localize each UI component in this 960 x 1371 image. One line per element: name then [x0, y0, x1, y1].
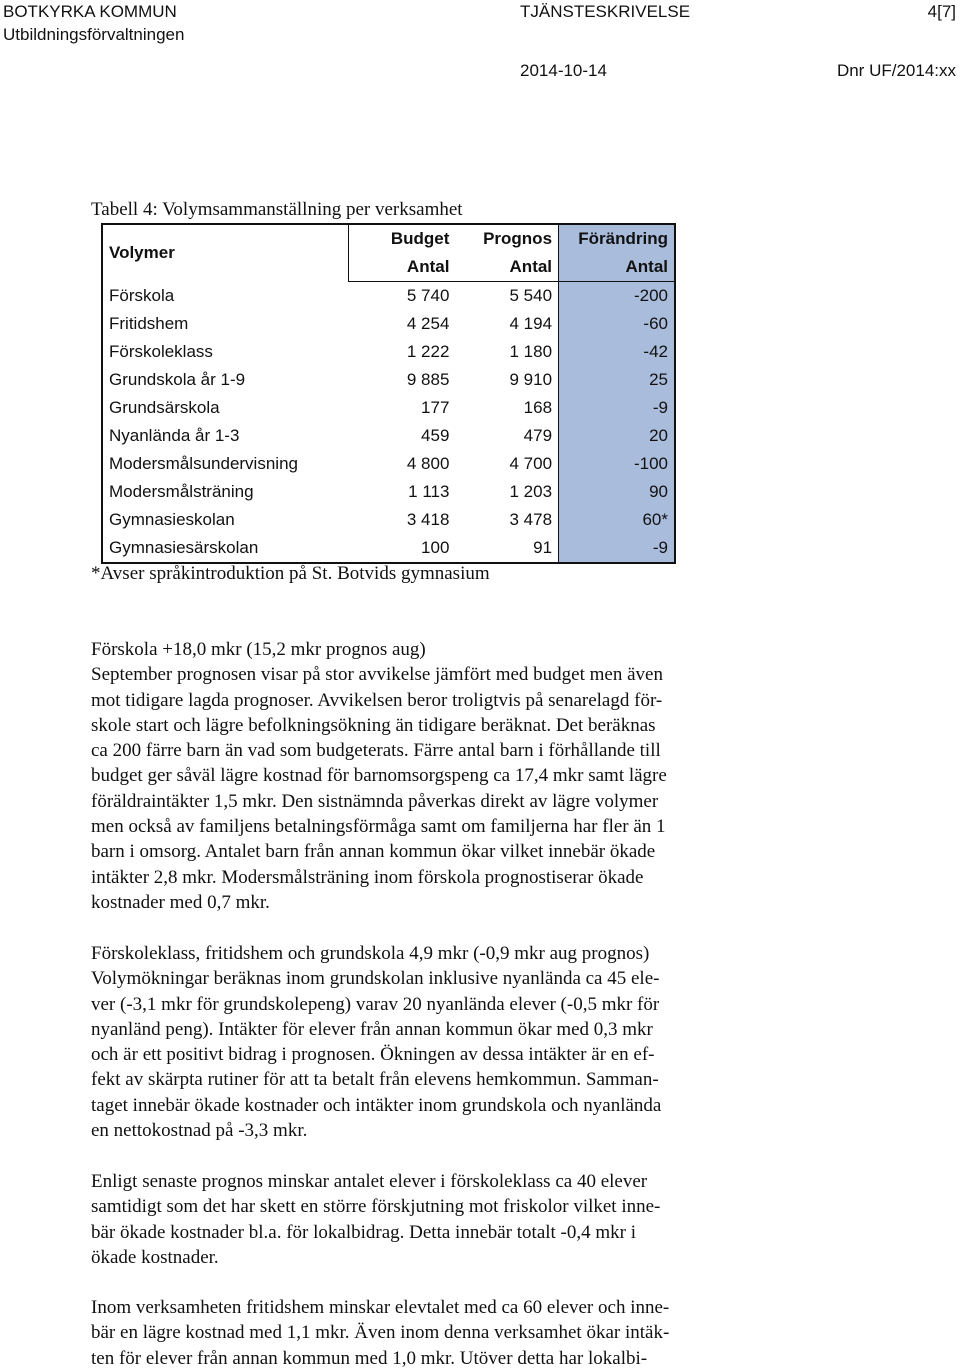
table-footnote: *Avser språkintroduktion på St. Botvids gymnasium [91, 563, 490, 584]
row-label: Gymnasieskolan [109, 510, 235, 529]
document-type: TJÄNSTESKRIVELSE [520, 2, 691, 21]
change-value: 25 [559, 366, 675, 394]
table-row [102, 450, 675, 478]
budget-value: 5 740 [406, 286, 450, 305]
prognos-value: 4 700 [509, 454, 553, 473]
text-line: Förskoleklass, fritidshem och grundskola 4,9 mkr (-0,9 mkr aug prognos) [91, 943, 650, 964]
text-line: kostnader med 0,7 mkr. [91, 891, 270, 913]
text-line: bär ökade kostnader bl.a. för lokalbidrag. Detta innebär totalt -0,4 mkr i [91, 1221, 637, 1243]
row-label: Grundskola år 1-9 [109, 370, 246, 389]
text-line: budget ger såväl lägre kostnad för barnomsorgspeng ca 17,4 mkr samt lägre [91, 765, 667, 787]
table-row [102, 478, 675, 506]
budget-value: 459 [421, 426, 450, 445]
volume-table [101, 223, 676, 564]
text-line: ten för elever från annan kommun med 1,0 mkr. Utöver detta har lokalbi- [91, 1347, 648, 1369]
row-label: Modersmålsundervisning [109, 454, 298, 473]
change-value: 90 [559, 478, 675, 506]
prognos-value: 168 [523, 398, 553, 417]
text-line: ökade kostnader. [91, 1246, 219, 1268]
prognos-value: 9 910 [509, 370, 553, 389]
text-line: en nettokostnad på -3,3 mkr. [91, 1120, 308, 1142]
page-number: 4[7] [927, 2, 956, 21]
row-label: Modersmålsträning [109, 482, 254, 501]
row-label: Nyanlända år 1-3 [109, 426, 240, 445]
column-header-budget: Budget [390, 229, 450, 248]
paragraph-grundskola [91, 941, 811, 1143]
text-line: fekt av skärpta rutiner för att ta betalt från elevens hemkommun. Samman- [91, 1069, 659, 1091]
change-value: 60* [559, 506, 675, 534]
budget-value: 177 [421, 398, 450, 417]
table-row [102, 282, 675, 311]
column-header-prognos: Prognos [483, 229, 553, 248]
change-value: -60 [559, 310, 675, 338]
table-row [102, 422, 675, 450]
budget-value: 9 885 [406, 370, 450, 389]
text-line: samtidigt som det har skett en större förskjutning mot friskolor vilket inne- [91, 1196, 661, 1218]
change-value: -100 [559, 450, 675, 478]
table-row [102, 310, 675, 338]
unit-label-budget: Antal [349, 253, 456, 282]
budget-value: 1 222 [406, 342, 450, 361]
text-line: nyanländ peng). Intäkter för elever från annan kommun ökar med 0,3 mkr [91, 1018, 653, 1040]
paragraph-forskola [91, 637, 811, 915]
table-caption: Tabell 4: Volymsammanställning per verksamhet [91, 199, 463, 220]
row-label: Förskoleklass [109, 342, 213, 361]
text-line: Förskola +18,0 mkr (15,2 mkr prognos aug) [91, 639, 426, 660]
prognos-value: 1 180 [509, 342, 553, 361]
table-row [102, 394, 675, 422]
prognos-value: 3 478 [509, 510, 553, 529]
budget-value: 4 800 [406, 454, 450, 473]
change-value: -42 [559, 338, 675, 366]
text-line: bär en lägre kostnad med 1,1 mkr. Även inom denna verksamhet ökar intäk- [91, 1322, 670, 1344]
text-line: barn i omsorg. Antalet barn från annan kommun ökar vilket innebär ökade [91, 841, 656, 863]
prognos-value: 4 194 [509, 314, 553, 333]
column-header-forandring: Förändring [559, 224, 675, 253]
text-line: Enligt senaste prognos minskar antalet elever i förskoleklass ca 40 elever [91, 1171, 648, 1192]
text-line: skole start och lägre befolkningsökning än tidigare beräknat. Det beräknas [91, 714, 656, 736]
text-line: taget innebär ökade kostnader och intäkter inom grundskola och nyanlända [91, 1094, 662, 1116]
text-line: och är ett positivt bidrag i prognosen. Ökningen av dessa intäkter är en ef- [91, 1044, 655, 1066]
row-label: Grundsärskola [109, 398, 220, 417]
text-line: intäkter 2,8 mkr. Modersmålsträning inom förskola prognostiserar ökade [91, 866, 644, 888]
budget-value: 4 254 [406, 314, 450, 333]
table-row [102, 534, 675, 563]
change-value: -200 [559, 282, 675, 311]
prognos-value: 479 [523, 426, 553, 445]
paragraph-fritidshem [91, 1295, 811, 1371]
table-row [102, 506, 675, 534]
text-line: Inom verksamheten fritidshem minskar elevtalet med ca 60 elever och inne- [91, 1297, 670, 1318]
budget-value: 100 [421, 538, 450, 557]
paragraph-forskoleklass [91, 1169, 811, 1270]
table-row [102, 366, 675, 394]
table-row [102, 338, 675, 366]
text-line: Volymökningar beräknas inom grundskolan inklusive nyanlända ca 45 ele- [91, 968, 660, 990]
row-label: Förskola [109, 285, 175, 305]
row-label: Gymnasiesärskolan [109, 538, 259, 557]
text-line: ver (-3,1 mkr för grundskolepeng) varav 20 nyanlända elever (-0,5 mkr för [91, 993, 660, 1015]
prognos-value: 5 540 [509, 286, 553, 305]
unit-label-forandring: Antal [559, 253, 675, 282]
prognos-value: 91 [533, 538, 553, 557]
document-date: 2014-10-14 [520, 61, 607, 80]
prognos-value: 1 203 [509, 482, 553, 501]
row-header-label: Volymer [102, 224, 349, 282]
text-line: föräldraintäkter 1,5 mkr. Den sistnämnda påverkas direkt av lägre volymer [91, 790, 659, 812]
unit-label-prognos: Antal [455, 253, 558, 282]
text-line: men också av familjens betalningsförmåga samt om familjerna har fler än 1 [91, 816, 666, 838]
table-header-row [102, 224, 675, 253]
change-value: -9 [559, 534, 675, 563]
budget-value: 3 418 [406, 510, 450, 529]
org-name: BOTKYRKA KOMMUN [3, 2, 177, 21]
text-line: mot tidigare lagda prognoser. Avvikelsen beror troligtvis på senarelagd för- [91, 689, 663, 711]
budget-value: 1 113 [408, 482, 450, 501]
change-value: -9 [559, 394, 675, 422]
document-dnr: Dnr UF/2014:xx [836, 61, 956, 80]
change-value: 20 [559, 422, 675, 450]
text-line: ca 200 färre barn än vad som budgeterats. Färre antal barn i förhållande till [91, 740, 661, 762]
department-name: Utbildningsförvaltningen [3, 25, 185, 44]
row-label: Fritidshem [109, 314, 189, 333]
text-line: September prognosen visar på stor avvikelse jämfört med budget men även [91, 664, 663, 686]
